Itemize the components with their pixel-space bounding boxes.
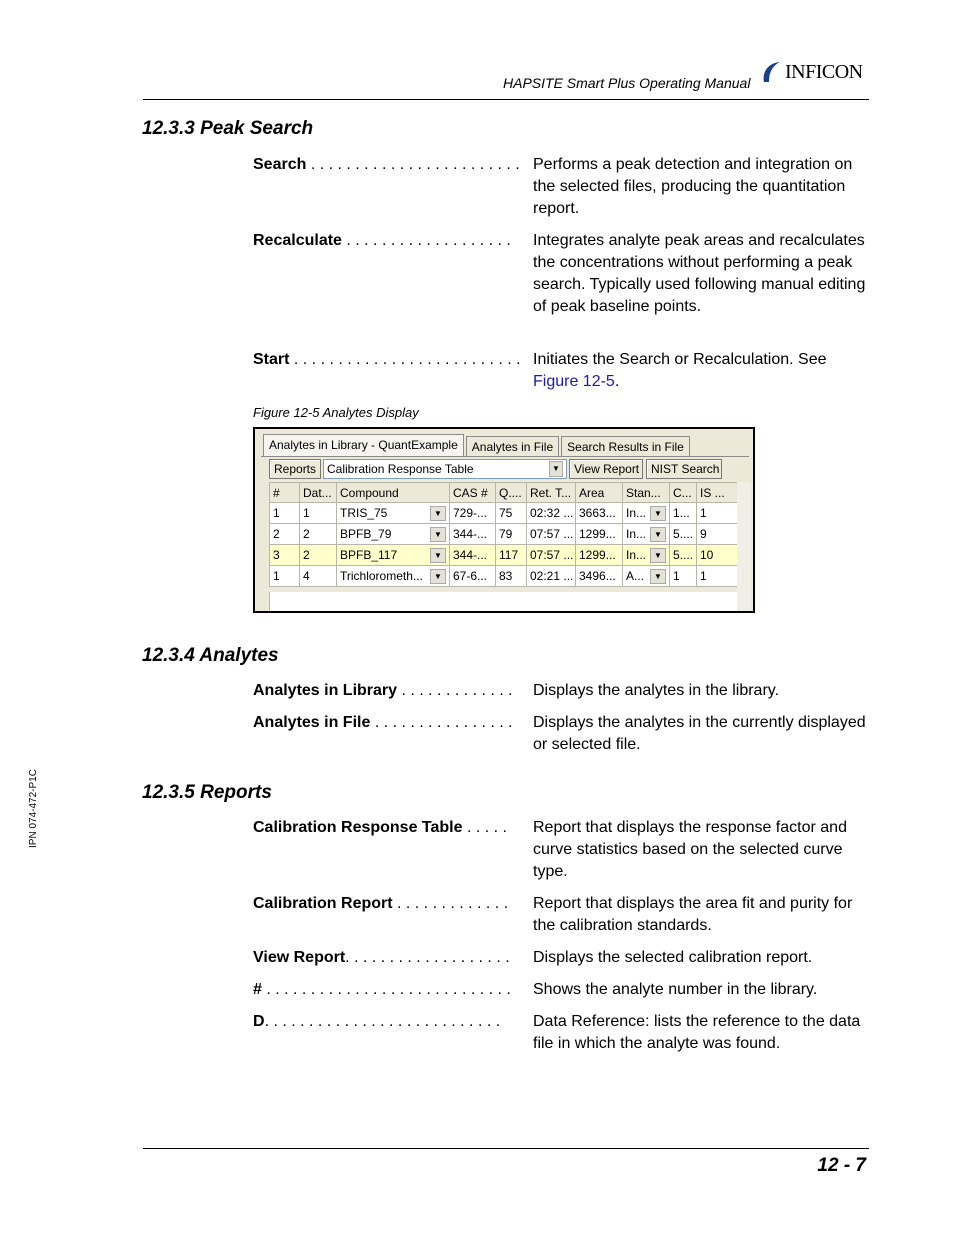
tab-search-results-in-file[interactable]: Search Results in File (561, 436, 690, 456)
logo-text: INFICON (785, 60, 863, 83)
term-calibration-response-table: Calibration Response Table . . . . . (253, 819, 507, 836)
table-cell[interactable]: 10 (697, 545, 738, 566)
chevron-down-icon[interactable]: ▼ (650, 506, 666, 521)
grid-header-row (270, 483, 738, 503)
cell-value: In... (626, 527, 647, 541)
grid-column-header[interactable]: Q.... (496, 483, 527, 503)
desc-search: Performs a peak detection and integration on the selected files, producing the quantitation report. (533, 156, 853, 217)
tab-analytes-in-library[interactable]: Analytes in Library - QuantExample (263, 434, 464, 456)
grid-column-header[interactable]: C... (670, 483, 697, 503)
table-cell[interactable]: 1... (670, 503, 697, 524)
cell-value: BPFB_79 (340, 527, 392, 541)
grid-column-header[interactable]: IS ... (697, 483, 738, 503)
inficon-swoosh-icon (760, 60, 782, 84)
term-number: # . . . . . . . . . . . . . . . . . . . . . . . . . . . . (253, 981, 511, 998)
table-cell[interactable]: 117 (496, 545, 527, 566)
chevron-down-icon[interactable]: ▼ (650, 548, 666, 563)
table-cell[interactable] (623, 566, 670, 587)
table-cell[interactable]: 9 (697, 524, 738, 545)
cell-value: TRIS_75 (340, 506, 388, 520)
table-cell[interactable]: 02:32 ... (527, 503, 576, 524)
table-cell[interactable]: 67-6... (450, 566, 496, 587)
table-cell[interactable]: 1 (697, 503, 738, 524)
cell-value: In... (626, 548, 647, 562)
table-cell[interactable]: 07:57 ... (527, 545, 576, 566)
term-recalculate: Recalculate . . . . . . . . . . . . . . . . . . . (253, 232, 511, 249)
table-cell[interactable] (337, 545, 450, 566)
cell-dropdown[interactable] (340, 506, 446, 521)
table-cell[interactable]: 1 (270, 503, 300, 524)
desc-recalculate: Integrates analyte peak areas and recalculates the concentrations without performing a peak search. Typically used following manual editing of peak baseline points. (533, 232, 866, 315)
chevron-down-icon[interactable]: ▼ (549, 461, 563, 477)
desc-number: Shows the analyte number in the library. (533, 981, 818, 998)
term-analytes-in-file: Analytes in File . . . . . . . . . . . . . . . . (253, 714, 513, 731)
table-cell[interactable]: 75 (496, 503, 527, 524)
cell-value: A... (626, 569, 645, 583)
desc-calibration-response-table: Report that displays the response factor and curve statistics based on the selected curve type. (533, 819, 847, 880)
cell-dropdown[interactable] (626, 527, 666, 542)
desc-analytes-in-library: Displays the analytes in the library. (533, 682, 780, 699)
header-rule (143, 99, 869, 100)
reports-button[interactable]: Reports (269, 459, 321, 479)
analytes-grid (269, 482, 737, 587)
table-cell[interactable] (337, 566, 450, 587)
tab-analytes-in-file[interactable]: Analytes in File (466, 436, 559, 456)
term-start: Start . . . . . . . . . . . . . . . . . . . . . . . . . . (253, 351, 521, 368)
cell-dropdown[interactable] (340, 569, 446, 584)
table-cell[interactable]: 344-... (450, 524, 496, 545)
table-cell[interactable]: 1 (697, 566, 738, 587)
cell-value: BPFB_117 (340, 548, 398, 562)
chevron-down-icon[interactable]: ▼ (430, 569, 446, 584)
tab-strip (263, 434, 692, 456)
desc-calibration-report: Report that displays the area fit and purity for the calibration standards. (533, 895, 853, 934)
cell-dropdown[interactable] (626, 548, 666, 563)
table-row[interactable] (270, 545, 738, 566)
table-row[interactable] (270, 566, 738, 587)
footer-rule (143, 1148, 869, 1149)
vertical-scrollbar[interactable] (737, 482, 751, 612)
document-part-number: IPN 074-472-P1C (28, 769, 39, 848)
grid-empty-area (269, 592, 737, 612)
table-cell[interactable]: 729-... (450, 503, 496, 524)
table-cell[interactable]: 1 (270, 566, 300, 587)
table-cell[interactable]: 02:21 ... (527, 566, 576, 587)
tab-divider (261, 456, 749, 457)
table-cell[interactable]: 2 (300, 545, 337, 566)
inficon-logo (760, 58, 875, 86)
cell-dropdown[interactable] (626, 569, 666, 584)
chevron-down-icon[interactable]: ▼ (650, 569, 666, 584)
nist-search-button[interactable]: NIST Search (646, 459, 722, 479)
term-calibration-report: Calibration Report . . . . . . . . . . . . . (253, 895, 509, 912)
desc-start: Initiates the Search or Recalculation. See Figure 12-5. (533, 351, 827, 390)
view-report-button[interactable]: View Report (569, 459, 643, 479)
table-cell[interactable]: 2 (270, 524, 300, 545)
grid-column-header[interactable]: Area (576, 483, 623, 503)
table-cell[interactable]: 3496... (576, 566, 623, 587)
report-type-select[interactable]: Calibration Response Table ▼ (323, 459, 567, 479)
term-view-report: View Report. . . . . . . . . . . . . . . . . . . (253, 949, 510, 966)
table-cell[interactable]: 2 (300, 524, 337, 545)
table-cell[interactable]: 1 (670, 566, 697, 587)
grid-column-header[interactable]: # (270, 483, 300, 503)
page-number: 12 - 7 (817, 1155, 866, 1176)
grid-column-header[interactable]: CAS # (450, 483, 496, 503)
table-row[interactable] (270, 503, 738, 524)
grid-column-header[interactable]: Stan... (623, 483, 670, 503)
table-cell[interactable]: 1299... (576, 545, 623, 566)
section-heading-reports: 12.3.5 Reports (142, 782, 272, 803)
table-cell[interactable]: 83 (496, 566, 527, 587)
desc-analytes-in-file: Displays the analytes in the currently displayed or selected file. (533, 714, 866, 753)
desc-data-reference: Data Reference: lists the reference to the data file in which the analyte was found. (533, 1013, 861, 1052)
table-cell[interactable]: 07:57 ... (527, 524, 576, 545)
table-cell[interactable]: 1299... (576, 524, 623, 545)
table-cell[interactable]: 4 (300, 566, 337, 587)
chevron-down-icon[interactable]: ▼ (430, 548, 446, 563)
cell-value: In... (626, 506, 647, 520)
section-heading-analytes: 12.3.4 Analytes (142, 645, 279, 666)
chevron-down-icon[interactable]: ▼ (650, 527, 666, 542)
term-search: Search . . . . . . . . . . . . . . . . . . . . . . . . (253, 156, 520, 173)
cell-dropdown[interactable] (626, 506, 666, 521)
table-cell[interactable]: 3 (270, 545, 300, 566)
section-heading-peak-search: 12.3.3 Peak Search (142, 118, 314, 139)
table-cell[interactable] (623, 524, 670, 545)
chevron-down-icon[interactable]: ▼ (430, 506, 446, 521)
cell-dropdown[interactable] (340, 527, 446, 542)
figure-link[interactable]: Figure 12-5 (533, 373, 615, 390)
table-cell[interactable]: 5.... (670, 545, 697, 566)
table-cell[interactable]: 3663... (576, 503, 623, 524)
grid-column-header[interactable]: Ret. T... (527, 483, 576, 503)
figure-caption: Figure 12-5 Analytes Display (253, 405, 419, 420)
term-data-reference: D. . . . . . . . . . . . . . . . . . . . . . . . . . . (253, 1013, 501, 1030)
table-cell[interactable]: 79 (496, 524, 527, 545)
cell-dropdown[interactable] (340, 548, 446, 563)
table-cell[interactable] (337, 524, 450, 545)
table-cell[interactable] (623, 545, 670, 566)
term-analytes-in-library: Analytes in Library . . . . . . . . . . . . . (253, 682, 513, 699)
grid-column-header[interactable]: Compound (337, 483, 450, 503)
manual-title: HAPSITE Smart Plus Operating Manual (503, 75, 751, 91)
chevron-down-icon[interactable]: ▼ (430, 527, 446, 542)
desc-view-report: Displays the selected calibration report. (533, 949, 813, 966)
table-cell[interactable] (337, 503, 450, 524)
table-row[interactable] (270, 524, 738, 545)
analytes-display-figure (253, 427, 755, 613)
table-cell[interactable]: 5.... (670, 524, 697, 545)
table-cell[interactable] (623, 503, 670, 524)
cell-value: Trichlorometh... (340, 569, 423, 583)
grid-column-header[interactable]: Dat... (300, 483, 337, 503)
table-cell[interactable]: 344-... (450, 545, 496, 566)
table-cell[interactable]: 1 (300, 503, 337, 524)
